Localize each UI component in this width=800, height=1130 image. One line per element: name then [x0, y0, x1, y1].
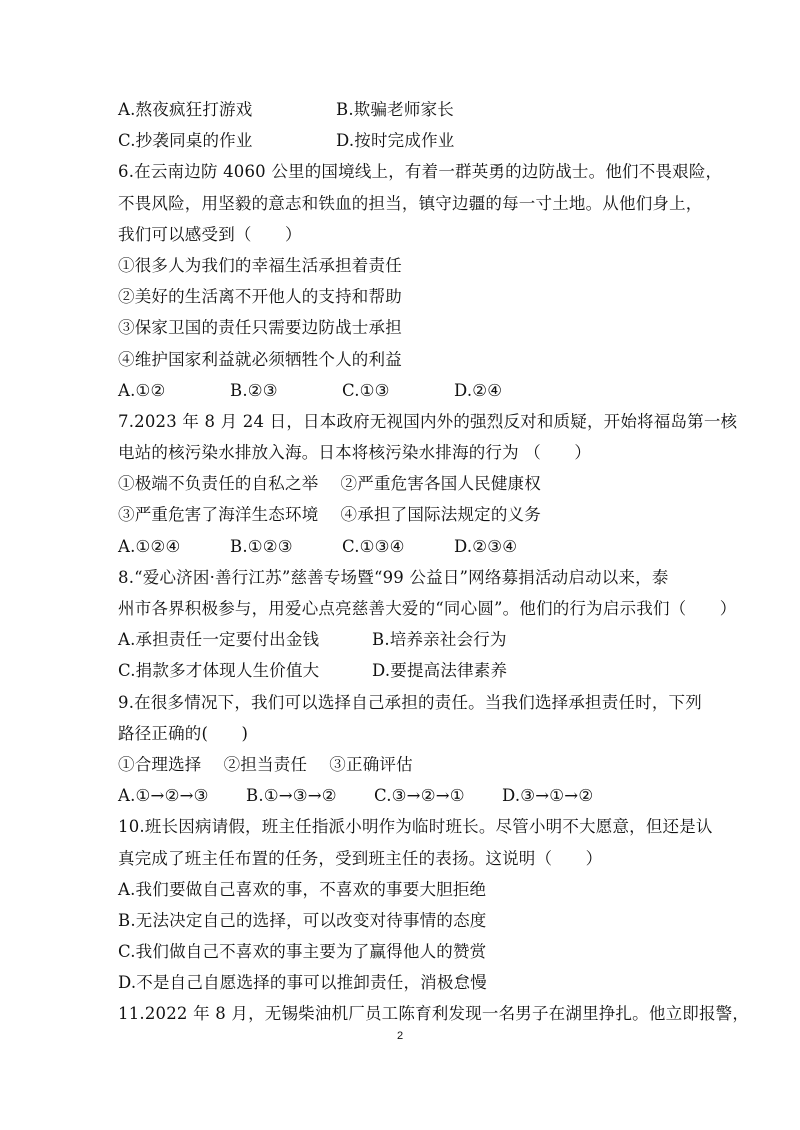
q6-item-4: ④维护国家利益就必须牺牲个人的利益	[118, 349, 402, 369]
q9-option-d: D.③→①→②	[502, 786, 594, 806]
q6-option-c: C.①③	[342, 380, 390, 400]
q8-stem-line-1: 8.“爱心济困·善行江苏”慈善专场暨“99 公益日”网络募捐活动启动以来，泰	[118, 567, 669, 587]
q6-stem-line-1: 6.在云南边防 4060 公里的国境线上，有着一群英勇的边防战士。他们不畏艰险，	[118, 162, 723, 182]
q7-item-row-1: ①极端不负责任的自私之举 ②严重危害各国人民健康权	[118, 474, 541, 494]
q6-option-a: A.①②	[118, 380, 166, 400]
q6-options	[118, 375, 688, 406]
q6-item-3: ③保家卫国的责任只需要边防战士承担	[118, 318, 402, 338]
q10-option-a: A.我们要做自己喜欢的事，不喜欢的事要大胆拒绝	[118, 879, 487, 899]
q9-option-a: A.①→②→③	[118, 786, 209, 806]
q10-stem-line-1: 10.班长因病请假，班主任指派小明作为临时班长。尽管小明不大愿意，但还是认	[118, 817, 713, 837]
q5-option-d: D.按时完成作业	[336, 131, 455, 151]
q9-option-c: C.③→②→①	[374, 786, 465, 806]
q7-item-row-2: ③严重危害了海洋生态环境 ④承担了国际法规定的义务	[118, 505, 541, 525]
q6-option-b: B.②③	[230, 380, 278, 400]
q5-options-row-1	[118, 94, 688, 125]
q7-options	[118, 531, 688, 562]
q6-item-1: ①很多人为我们的幸福生活承担着责任	[118, 255, 402, 275]
q8-option-b: B.培养亲社会行为	[372, 630, 507, 650]
q6-stem-line-3: 我们可以感受到（ ）	[118, 224, 302, 244]
q10-option-c: C.我们做自己不喜欢的事主要为了赢得他人的赞赏	[118, 942, 487, 962]
q6-option-d: D.②④	[454, 380, 503, 400]
q5-option-a: A.熬夜疯狂打游戏	[118, 100, 253, 119]
q10-option-b: B.无法决定自己的选择，可以改变对待事情的态度	[118, 910, 487, 930]
q8-stem-line-2: 州市各界积极参与，用爱心点亮慈善大爱的“同心圆”。他们的行为启示我们（ ）	[118, 599, 737, 618]
page-number: 2	[396, 1030, 404, 1042]
q7-option-a: A.①②④	[118, 536, 181, 556]
q5-option-c: C.抄袭同桌的作业	[118, 131, 253, 151]
exam-page	[118, 94, 750, 1030]
q7-option-c: C.①③④	[342, 536, 405, 556]
q5-option-b: B.欺骗老师家长	[336, 100, 454, 119]
q9-stem-line-2: 路径正确的( )	[118, 723, 249, 743]
q8-option-d: D.要提高法律素养	[372, 661, 508, 681]
q9-options	[118, 780, 688, 811]
q6-item-2: ②美好的生活离不开他人的支持和帮助	[118, 287, 402, 307]
q6-stem-line-2: 不畏风险，用坚毅的意志和铁血的担当，镇守边疆的每一寸土地。从他们身上，	[118, 193, 703, 213]
q7-option-b: B.①②③	[230, 536, 293, 556]
q7-stem-line-1: 7.2023 年 8 月 24 日，日本政府无视国内外的强烈反对和质疑，开始将福岛第一核	[118, 411, 738, 431]
q9-option-b: B.①→③→②	[246, 786, 337, 806]
q8-options-row-1	[118, 624, 688, 655]
q10-option-d: D.不是自己自愿选择的事可以推卸责任，消极怠慢	[118, 973, 487, 993]
q5-options-row-2	[118, 125, 688, 156]
q7-option-d: D.②③④	[454, 536, 518, 556]
q11-stem-line-1: 11.2022 年 8 月，无锡柴油机厂员工陈育利发现一名男子在湖里挣扎。他立即报警，	[118, 1004, 750, 1024]
q8-options-row-2	[118, 655, 688, 686]
q7-stem-line-2: 电站的核污染水排放入海。日本将核污染水排海的行为 （ ）	[118, 443, 592, 463]
q9-items: ①合理选择 ②担当责任 ③正确评估	[118, 754, 413, 774]
q10-stem-line-2: 真完成了班主任布置的任务，受到班主任的表扬。这说明（ ）	[118, 848, 603, 868]
q8-option-a: A.承担责任一定要付出金钱	[118, 630, 320, 650]
q9-stem-line-1: 9.在很多情况下，我们可以选择自己承担的责任。当我们选择承担责任时，下列	[118, 692, 702, 712]
q8-option-c: C.捐款多才体现人生价值大	[118, 661, 320, 681]
